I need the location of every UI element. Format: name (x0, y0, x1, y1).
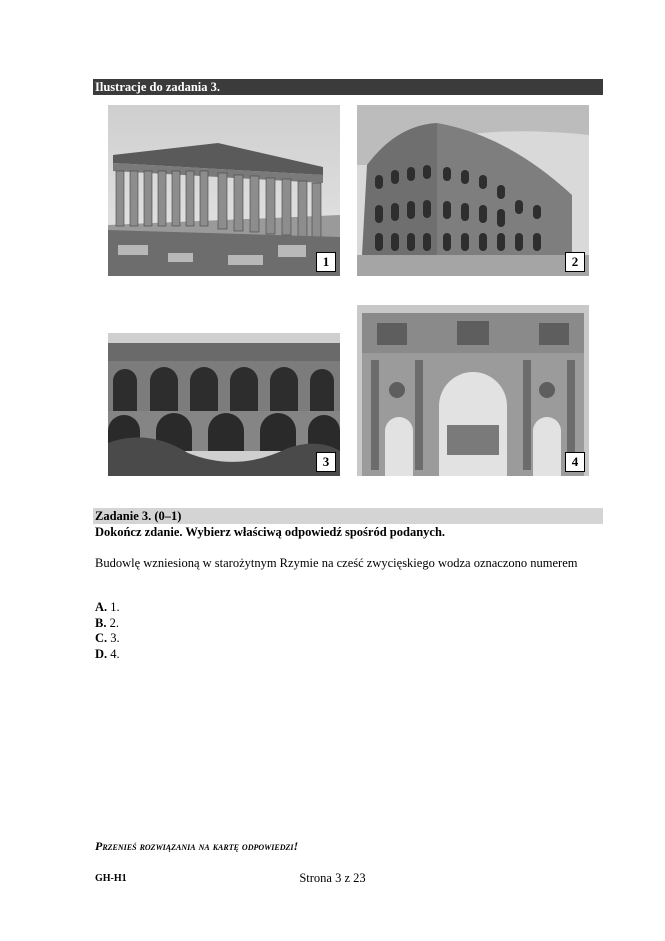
answer-option-c[interactable]: C. 3. (95, 631, 120, 645)
illustrations-header: Ilustracje do zadania 3. (93, 79, 603, 95)
task-question: Budowlę wzniesioną w starożytnym Rzymie na cześć zwycięskiego wodza oznaczono numerem (95, 556, 578, 570)
answer-option-b[interactable]: B. 2. (95, 615, 119, 630)
photo-number-badge: 4 (565, 452, 585, 472)
page-number: Strona 3 z 23 (299, 871, 366, 885)
answer-options (95, 600, 120, 662)
aqueduct-photo (108, 333, 340, 476)
task-title: Zadanie 3. (0–1) (93, 508, 603, 524)
triumphal-arch-photo (357, 305, 589, 476)
transfer-note: Przenieś rozwiązania na kartę odpowiedzi! (95, 839, 299, 853)
photo-number-badge: 3 (316, 452, 336, 472)
colosseum-photo (357, 105, 589, 276)
exam-code: GH-H1 (95, 873, 127, 884)
answer-option-d[interactable]: D. 4. (95, 646, 120, 661)
photo-number-badge: 1 (316, 252, 336, 272)
task-instruction: Dokończ zdanie. Wybierz właściwą odpowiedź spośród podanych. (95, 525, 446, 539)
photo-number-badge: 2 (565, 252, 585, 272)
answer-option-a[interactable]: A. 1. (95, 600, 120, 614)
parthenon-photo (108, 105, 340, 276)
